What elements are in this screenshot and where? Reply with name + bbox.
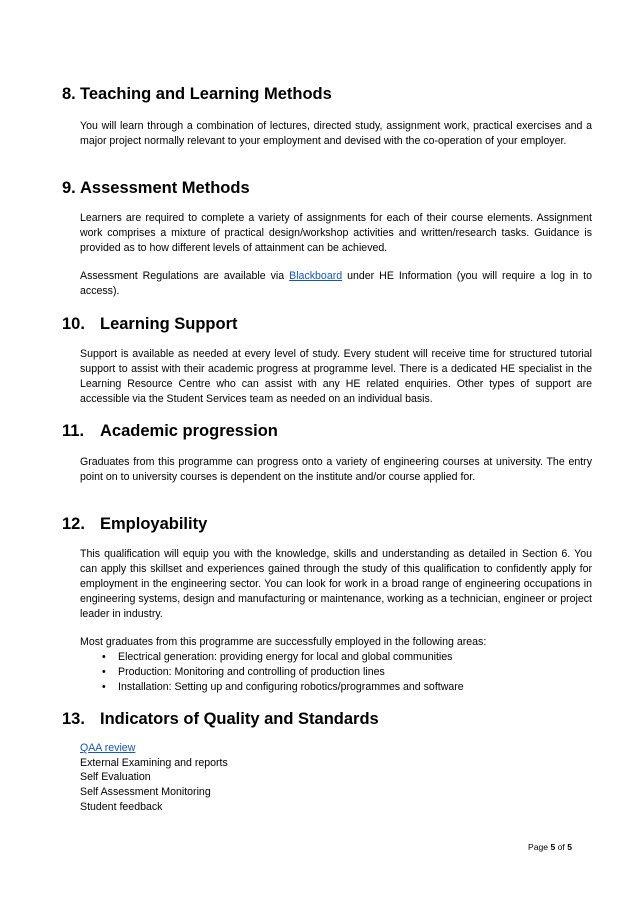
- heading-learning-support: [62, 314, 238, 334]
- academic-progression-paragraph: Graduates from this programme can progress onto a variety of engineering courses at university. The entry point on to university courses is dependent on the institute and/or course applied for.: [80, 456, 592, 483]
- list-item: Student feedback: [80, 800, 163, 813]
- list-item: Self Evaluation: [80, 771, 151, 784]
- bullet-icon: •: [102, 681, 106, 693]
- section-title: Teaching and Learning Methods: [80, 85, 332, 103]
- regulations-text-before: Assessment Regulations are available via: [80, 270, 290, 282]
- regulations-text-after: under HE Information (you will require a log in to access).: [80, 270, 592, 297]
- bullet-icon: •: [102, 651, 106, 663]
- list-item: [80, 680, 592, 695]
- section-number: 13.: [62, 710, 85, 728]
- heading-academic-progression: [62, 421, 278, 441]
- section-title: Academic progression: [100, 422, 278, 440]
- list-item: [80, 650, 592, 665]
- list-item-text: Electrical generation: providing energy for local and global communities: [118, 651, 453, 663]
- heading-teaching-learning: [62, 84, 332, 104]
- bullet-icon: •: [102, 666, 106, 678]
- total-page-number: 5: [567, 842, 572, 852]
- section-number: 11.: [62, 422, 85, 440]
- section-number: 10.: [62, 315, 85, 333]
- heading-employability: [62, 514, 207, 534]
- learning-support-paragraph: Support is available as needed at every level of study. Every student will receive time for structured tutorial support to assist with their academic progress at programme level. There is a dedicated HE specialist in the Learning Resource Centre who can assist with any HE related enquiries. Other types of support are accessible via the Student Services team as needed on an individual basis.: [80, 348, 592, 405]
- quality-indicators-list: [80, 741, 228, 815]
- heading-quality-standards: [62, 709, 379, 729]
- section-title: Assessment Methods: [80, 179, 250, 197]
- list-item: External Examining and reports: [80, 756, 228, 769]
- list-item: [80, 665, 592, 680]
- of-word: of: [555, 842, 568, 852]
- section-title: Employability: [100, 515, 208, 533]
- section-number: 12.: [62, 515, 85, 533]
- section-title: Indicators of Quality and Standards: [100, 710, 379, 728]
- heading-assessment-methods: [62, 178, 250, 198]
- teaching-paragraph: You will learn through a combination of lectures, directed study, assignment work, practical exercises and a major project normally relevant to your employment and devised with the co-operation of your employer.: [80, 120, 592, 147]
- page-footer: [528, 842, 572, 852]
- list-item-text: Installation: Setting up and configuring robotics/programmes and software: [118, 681, 464, 693]
- list-item: Self Assessment Monitoring: [80, 786, 211, 799]
- employment-areas-list: [80, 650, 592, 695]
- current-page-number: 5: [550, 842, 556, 852]
- section-title: Learning Support: [100, 315, 238, 333]
- assessment-regulations-paragraph: [80, 269, 592, 299]
- employability-paragraph: This qualification will equip you with the knowledge, skills and understanding as detailed in Section 6. You can apply this skillset and experiences gained through the study of this qualification to confidently apply for employment in the engineering sector. You can look for work in a broad range of engineering occupations in engineering systems, design and manufacturing or maintenance, working as a technician, engineer or project leader in industry.: [80, 548, 592, 620]
- section-number: 9.: [62, 179, 76, 197]
- section-number: 8.: [62, 85, 76, 103]
- page-word: Page: [528, 842, 551, 852]
- list-item-text: Production: Monitoring and controlling of production lines: [118, 666, 385, 678]
- qaa-review-link[interactable]: QAA review: [80, 742, 136, 754]
- assessment-paragraph: Learners are required to complete a variety of assignments for each of their course elements. Assignment work comprises a mixture of practical design/workshop activities and written/research tasks. Guidance is provided as to how different levels of attainment can be achieved.: [80, 212, 592, 254]
- blackboard-link[interactable]: Blackboard: [289, 270, 343, 282]
- employment-areas-intro: Most graduates from this programme are successfully employed in the following areas:: [80, 636, 487, 648]
